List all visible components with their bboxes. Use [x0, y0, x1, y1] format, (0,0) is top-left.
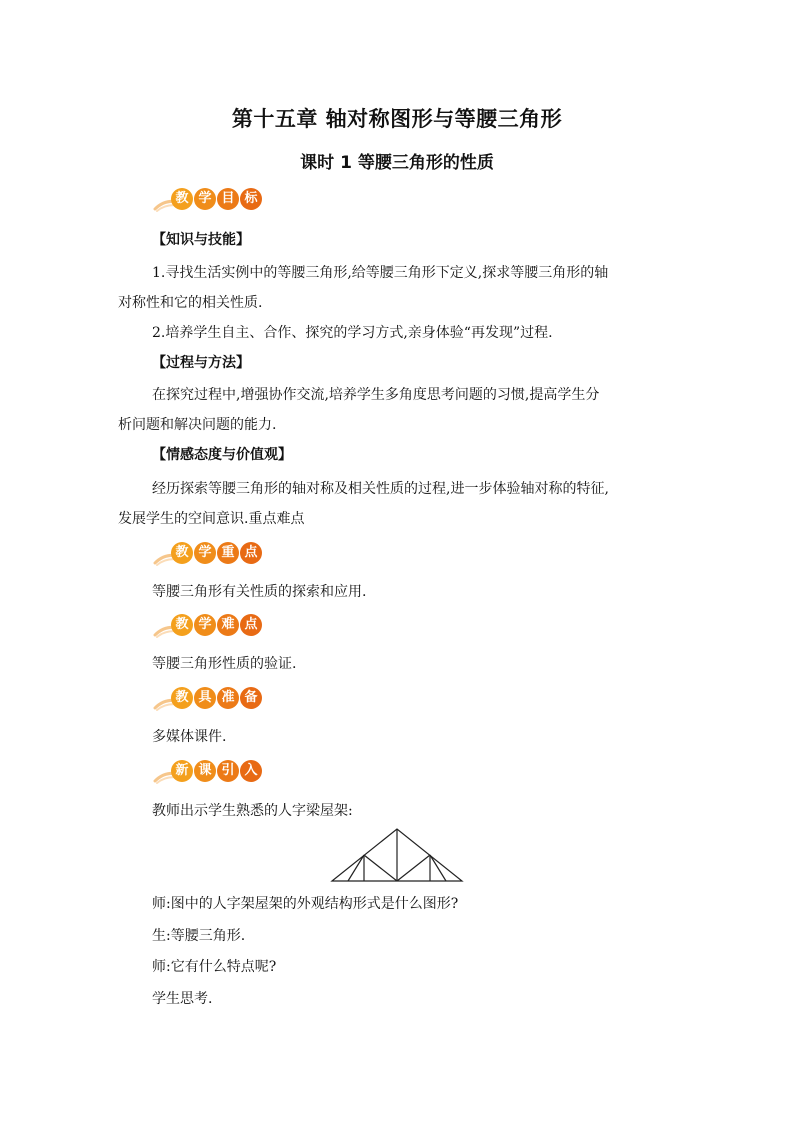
badge-objectives	[153, 187, 263, 213]
badge-char: 具	[194, 687, 216, 709]
dialog-line: 师:它有什么特点呢?	[152, 959, 277, 975]
badge-difficulties	[153, 613, 263, 639]
lesson-title: 课时 1 等腰三角形的性质	[300, 153, 494, 173]
knowledge-line-1a: 1.寻找生活实例中的等腰三角形,给等腰三角形下定义,探求等腰三角形的轴	[152, 265, 609, 281]
badge-char: 目	[217, 188, 239, 210]
dialog-line: 学生思考.	[152, 991, 213, 1007]
badge-char: 新	[171, 760, 193, 782]
key-point-text: 等腰三角形有关性质的探索和应用.	[152, 584, 367, 600]
badge-char: 点	[240, 614, 262, 636]
roof-truss-figure	[330, 826, 466, 884]
badge-char: 点	[240, 542, 262, 564]
badge-char: 引	[217, 760, 239, 782]
chapter-title: 第十五章 轴对称图形与等腰三角形	[231, 107, 563, 131]
badge-char: 准	[217, 687, 239, 709]
process-heading: 【过程与方法】	[152, 355, 250, 371]
badge-materials	[153, 686, 263, 712]
badge-char: 备	[240, 687, 262, 709]
badge-char: 标	[240, 188, 262, 210]
emotion-line-a: 经历探索等腰三角形的轴对称及相关性质的过程,进一步体验轴对称的特征,	[152, 481, 609, 497]
materials-text: 多媒体课件.	[152, 729, 227, 745]
badge-char: 教	[171, 188, 193, 210]
badge-char: 教	[171, 542, 193, 564]
difficulty-text: 等腰三角形性质的验证.	[152, 656, 297, 672]
knowledge-heading: 【知识与技能】	[152, 232, 250, 248]
knowledge-line-1b: 对称性和它的相关性质.	[118, 295, 263, 311]
knowledge-line-2: 2.培养学生自主、合作、探究的学习方式,亲身体验“再发现”过程.	[152, 325, 553, 341]
badge-introduction	[153, 759, 263, 785]
badge-char: 学	[194, 188, 216, 210]
badge-char: 难	[217, 614, 239, 636]
badge-char: 教	[171, 614, 193, 636]
badge-char: 重	[217, 542, 239, 564]
process-line-b: 析问题和解决问题的能力.	[118, 417, 277, 433]
intro-text: 教师出示学生熟悉的人字梁屋架:	[152, 803, 353, 819]
badge-char: 教	[171, 687, 193, 709]
emotion-line-b: 发展学生的空间意识.重点难点	[118, 511, 305, 527]
badge-char: 入	[240, 760, 262, 782]
badge-char: 课	[194, 760, 216, 782]
dialog-line: 师:图中的人字架屋架的外观结构形式是什么图形?	[152, 896, 459, 912]
process-line-a: 在探究过程中,增强协作交流,培养学生多角度思考问题的习惯,提高学生分	[152, 387, 600, 403]
emotion-heading: 【情感态度与价值观】	[152, 447, 292, 463]
badge-char: 学	[194, 542, 216, 564]
badge-key-points	[153, 541, 263, 567]
dialog-line: 生:等腰三角形.	[152, 928, 246, 944]
badge-char: 学	[194, 614, 216, 636]
